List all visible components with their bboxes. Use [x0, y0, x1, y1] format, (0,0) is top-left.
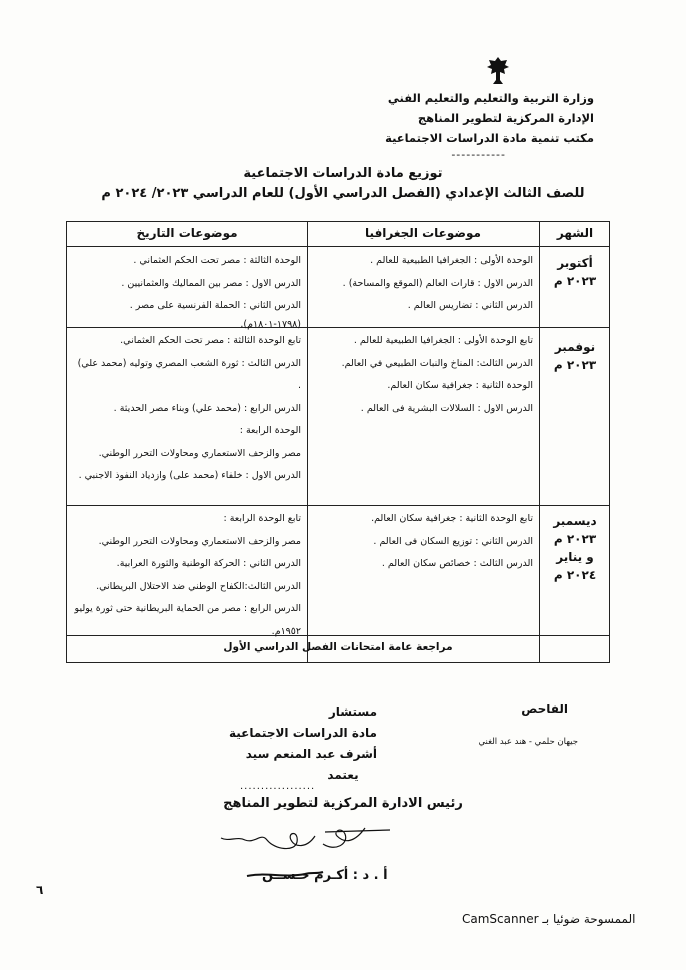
head-title: رئيس الادارة المركزية لتطوير المناهج [223, 796, 463, 811]
document-title: توزيع مادة الدراسات الاجتماعية [243, 166, 443, 181]
approve-label: يعتمد [327, 768, 359, 782]
row-2-history [73, 330, 301, 488]
ministry-header [385, 88, 594, 148]
professor-name: أ . د : أكـرم حـســن [262, 868, 388, 883]
inspector-title: الفاحص [521, 702, 568, 716]
header-history: موضوعات التاريخ [136, 226, 238, 240]
row-1-geography [311, 250, 533, 318]
document-subtitle: للصف الثالث الإعدادي (الفصل الدراسي الأول) للعام الدراسي ٢٠٢٣/ ٢٠٢٤ م [101, 186, 585, 201]
list-item: الدرس الرابع : مصر من الحماية البريطانية حتى ثورة يوليو ١٩٥٢م. [74, 603, 301, 637]
header-month: الشهر [556, 226, 594, 240]
eagle-emblem-icon [485, 56, 511, 86]
scanner-watermark: الممسوحة ضوئيا بـ CamScanner [462, 912, 636, 926]
handwritten-signature [215, 822, 395, 862]
header-divider: ----------- [451, 148, 506, 161]
adviser-block [212, 702, 377, 765]
month-label: ديسمبر [553, 514, 597, 528]
list-item: الدرس الثالث: المناخ والنبات الطبيعي في العالم. [341, 357, 533, 369]
list-item: الدرس الثالث : خصائص سكان العالم . [381, 558, 533, 569]
list-item: الدرس الثالث : ثورة الشعب المصري وتوليه (محمد علي) . [77, 357, 301, 391]
adviser-name: أشرف عبد المنعم سيد [245, 747, 377, 761]
list-item: الوحدة الثالثة : مصر تحت الحكم العثماني . [133, 255, 301, 266]
month-label: نوفمبر [554, 340, 596, 354]
list-item: الوحدة الرابعة : [239, 425, 301, 436]
month-year: ٢٠٢٣ م [553, 358, 597, 372]
row-3-month [539, 512, 611, 584]
inspector-names: جيهان حلمي - هند عبد الغني [478, 737, 578, 747]
adviser-title: مستشار [328, 705, 377, 719]
page-number: ٦ [36, 883, 44, 897]
list-item: الدرس الثاني : الحملة الفرنسية على مصر . [129, 300, 301, 311]
month-year: ٢٠٢٣ م [553, 274, 597, 288]
list-item: الوحدة الثانية : جغرافية سكان العالم. [387, 380, 533, 391]
row-3-geography [311, 508, 533, 576]
header-geography: موضوعات الجغرافيا [365, 226, 481, 240]
list-item: الدرس الثاني : توزيع السكان فى العالم . [373, 535, 533, 547]
adviser-subject: مادة الدراسات الاجتماعية [229, 726, 377, 740]
list-item: الدرس الاول : السلالات البشرية فى العالم . [360, 402, 533, 414]
month-year: ٢٠٢٤ م [553, 568, 597, 582]
list-item: تابع الوحدة الأولى : الجغرافيا الطبيعية للعالم . [353, 335, 533, 346]
list-item: مصر والزحف الاستعماري ومحاولات التحرر الوطني. [98, 535, 301, 547]
month-label: أكتوبر [557, 256, 593, 270]
row-2-month [539, 338, 611, 374]
row-1-month [539, 254, 611, 290]
list-item: الدرس الثاني : الحركة الوطنية والثورة العرابية. [116, 558, 301, 569]
list-item: الدرس الاول : مصر بين المماليك والعثمانيين . [121, 277, 301, 289]
list-item: تابع الوحدة الثانية : جغرافية سكان العالم. [371, 513, 533, 524]
distribution-table [66, 221, 610, 663]
department-name: الإدارة المركزية لتطوير المناهج [417, 111, 594, 125]
month-year: ٢٠٢٣ م [553, 532, 597, 546]
office-name: مكتب تنمية مادة الدراسات الاجتماعية [385, 131, 594, 145]
list-item: الوحدة الأولى : الجغرافيا الطبيعية للعالم . [370, 255, 533, 266]
list-item: الدرس الاول : قارات العالم (الموقع والمساحة) . [342, 277, 533, 289]
list-item: تابع الوحدة الثالثة : مصر تحت الحكم العثماني. [120, 335, 301, 346]
row-2-geography [311, 330, 533, 420]
list-item: الدرس الرابع : (محمد علي) وبناء مصر الحديثة . [113, 402, 301, 414]
list-item: الدرس الثاني : تضاريس العالم . [407, 300, 533, 311]
row-3-history [73, 508, 301, 643]
month-label: و يناير [556, 550, 594, 564]
list-item: مصر والزحف الاستعماري ومحاولات التحرر الوطني. [98, 447, 301, 459]
ministry-name: وزارة التربية والتعليم والتعليم الفني [387, 91, 594, 105]
list-item: الدرس الثالث:الكفاح الوطني ضد الاحتلال البريطاني. [96, 580, 301, 592]
list-item: الدرس الاول : خلفاء (محمد على) وازدياد النفوذ الاجنبي . [78, 470, 301, 481]
approve-dots: .................. [240, 781, 316, 792]
row-1-history [73, 250, 301, 332]
list-item: (١٧٩٨-١٨٠١م). [240, 318, 301, 330]
list-item: تابع الوحدة الرابعة : [223, 513, 301, 524]
review-row: مراجعة عامة امتحانات الفصل الدراسي الأول [223, 641, 453, 653]
